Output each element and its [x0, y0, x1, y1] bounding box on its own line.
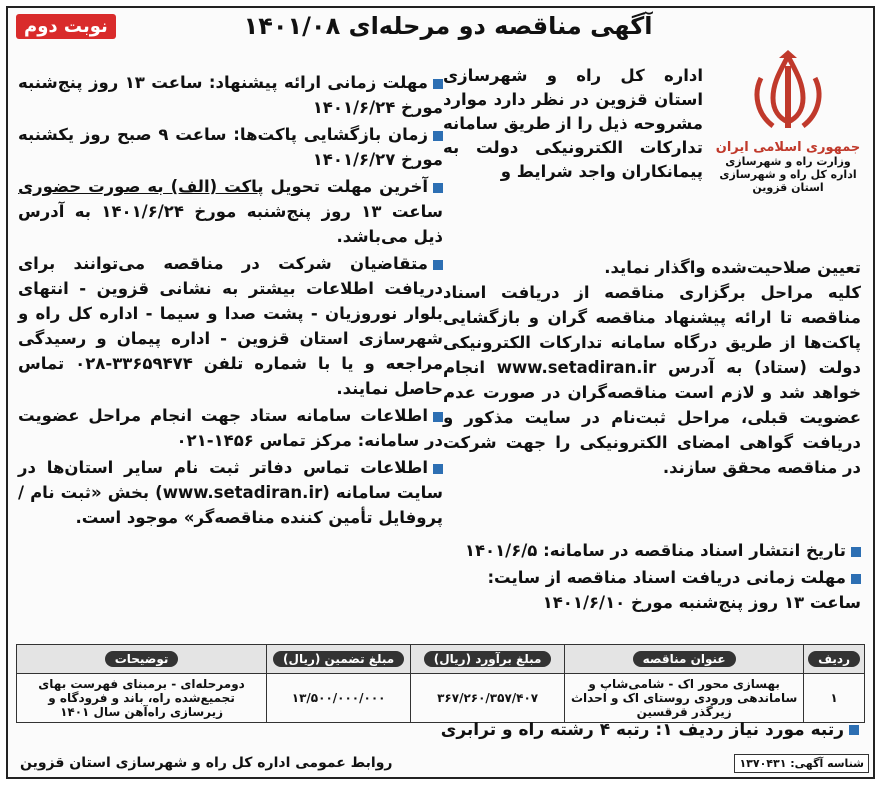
bullet-icon: [851, 547, 861, 557]
publish-date-text: تاریخ انتشار اسناد مناقصه در سامانه: ۱۴۰۱/۶/۵: [464, 541, 846, 560]
procedure-paragraph: کلیه مراحل برگزاری مناقصه از دریافت اسناد مناقصه تا ارائه پیشنهاد مناقصه گران و بازگشایی پاکت‌ها از طریق درگاه سامانه تدارکات الکترونیکی دولت (ستاد) به آدرس www.setadiran.ir انجام خواهد شد و لازم است مناقصه‌گران در صورت عدم عضویت قبلی، مراحل ثبت‌نام در سایت مذکور و دریافت گواهی امضای الکترونیکی را جهت شرکت در مناقصه محقق سازند.: [443, 283, 861, 477]
cell-estimate: ۳۶۷/۲۶۰/۳۵۷/۴۰۷: [411, 674, 565, 723]
intro-tail: [443, 256, 861, 280]
opening-time-item: [18, 122, 443, 172]
bullet-icon: [433, 131, 443, 141]
notice-title: آگهی مناقصه دو مرحله‌ای ۱۴۰۱/۰۸: [243, 12, 653, 40]
cell-guarantee: ۱۳/۵۰۰/۰۰۰/۰۰۰: [267, 674, 411, 723]
header-estimate: مبلغ برآورد (ریال): [411, 645, 565, 674]
left-column: [18, 70, 443, 532]
bullet-icon: [433, 464, 443, 474]
notice-id: شناسه آگهی: ۱۳۷۰۴۳۱: [734, 754, 869, 773]
ministry-logo: [713, 48, 863, 218]
logo-ministry-text: وزارت راه و شهرسازی: [725, 155, 851, 168]
bullet-icon: [433, 79, 443, 89]
doc-deadline-text: مهلت زمانی دریافت اسناد مناقصه از سایت: ساعت ۱۳ روز پنج‌شنبه مورخ ۱۴۰۱/۶/۱۰: [487, 568, 861, 612]
setad-info-text: اطلاعات سامانه ستاد جهت انجام مراحل عضویت در سامانه: مرکز تماس ۱۴۵۶-۰۲۱: [18, 406, 443, 450]
right-bullets: [443, 538, 861, 617]
cell-description: دومرحله‌ای - برمبنای فهرست بهای تجمیع‌شده راه، باند و فرودگاه و زیرسازی راه‌آهن سال ۱۴۰۱: [17, 674, 267, 723]
bullet-icon: [849, 725, 859, 735]
header-description: توضیحات: [17, 645, 267, 674]
envelope-deadline-underlined: پاکت (الف) به صورت حضوری: [18, 177, 264, 196]
envelope-deadline-text-b: ساعت ۱۳ روز پنج‌شنبه مورخ ۱۴۰۱/۶/۲۴ به آدرس ذیل می‌باشد.: [18, 202, 443, 246]
publish-date-item: [443, 538, 861, 563]
cell-row-number: ۱: [804, 674, 865, 723]
header-guarantee: مبلغ تضمین (ریال): [267, 645, 411, 674]
cell-title: بهسازی محور اک - شامی‌شاپ و ساماندهی ورودی روستای اک و احداث زیرگذر قرقسین: [565, 674, 804, 723]
table-header-row: [17, 645, 865, 674]
envelope-deadline-text-a: آخرین مهلت تحویل: [263, 177, 428, 196]
bullet-icon: [433, 183, 443, 193]
bullet-icon: [851, 574, 861, 584]
bullet-icon: [433, 412, 443, 422]
envelope-deadline-item: [18, 174, 443, 249]
header-row-number: ردیف: [804, 645, 865, 674]
required-rank-text: رتبه مورد نیاز ردیف ۱: رتبه ۴ رشته راه و ترابری: [440, 720, 844, 740]
public-relations-footer: روابط عمومی اداره کل راه و شهرسازی استان قزوین: [20, 755, 393, 771]
required-rank: [441, 720, 859, 740]
header-title: عنوان مناقصه: [565, 645, 804, 674]
iran-emblem-icon: [743, 48, 833, 138]
right-column: [443, 280, 861, 482]
logo-republic-text: جمهوری اسلامی ایران: [715, 140, 861, 155]
registration-offices-text: اطلاعات تماس دفاتر ثبت نام سایر استان‌ها در سایت سامانه (www.setadiran.ir) بخش «ثبت نام / پروفایل تأمین کننده مناقصه‌گر» موجود است.: [18, 458, 444, 527]
registration-offices-item: [18, 455, 443, 530]
contact-info-item: [18, 251, 443, 401]
intro-paragraph: اداره کل راه و شهرسازی استان قزوین در نظر دارد موارد مشروحه ذیل را از طریق سامانه تدارکات الکترونیکی دولت به پیمانکاران واجد شرایط و: [443, 66, 703, 181]
logo-office-text: اداره کل راه و شهرسازی استان قزوین: [719, 168, 857, 194]
table-row: [17, 674, 865, 723]
bid-deadline-item: [18, 70, 443, 120]
setad-info-item: [18, 403, 443, 453]
bullet-icon: [433, 260, 443, 270]
contact-info-text: متقاضیان شرکت در مناقصه می‌توانند برای دریافت اطلاعات بیشتر به نشانی قزوین - انتهای بلوار نوروزیان - پشت صدا و سیما - اداره کل راه و شهرسازی استان قزوین - اداره پیمان و رسیدگی مراجعه و یا با شماره تلفن ۳۳۶۵۹۴۷۴-۰۲۸ تماس حاصل نمایند.: [18, 254, 444, 398]
tender-table: [16, 644, 865, 723]
second-round-badge: نوبت دوم: [16, 14, 116, 39]
opening-time-text: زمان بازگشایی پاکت‌ها: ساعت ۹ صبح روز یکشنبه مورخ ۱۴۰۱/۶/۲۷: [18, 125, 443, 169]
intro-tail-text: تعیین صلاحیت‌شده واگذار نماید.: [604, 258, 861, 277]
notice-page: [6, 6, 875, 779]
bid-deadline-text: مهلت زمانی ارائه پیشنهاد: ساعت ۱۳ روز پنج‌شنبه مورخ ۱۴۰۱/۶/۲۴: [18, 73, 443, 117]
doc-deadline-item: [443, 565, 861, 615]
